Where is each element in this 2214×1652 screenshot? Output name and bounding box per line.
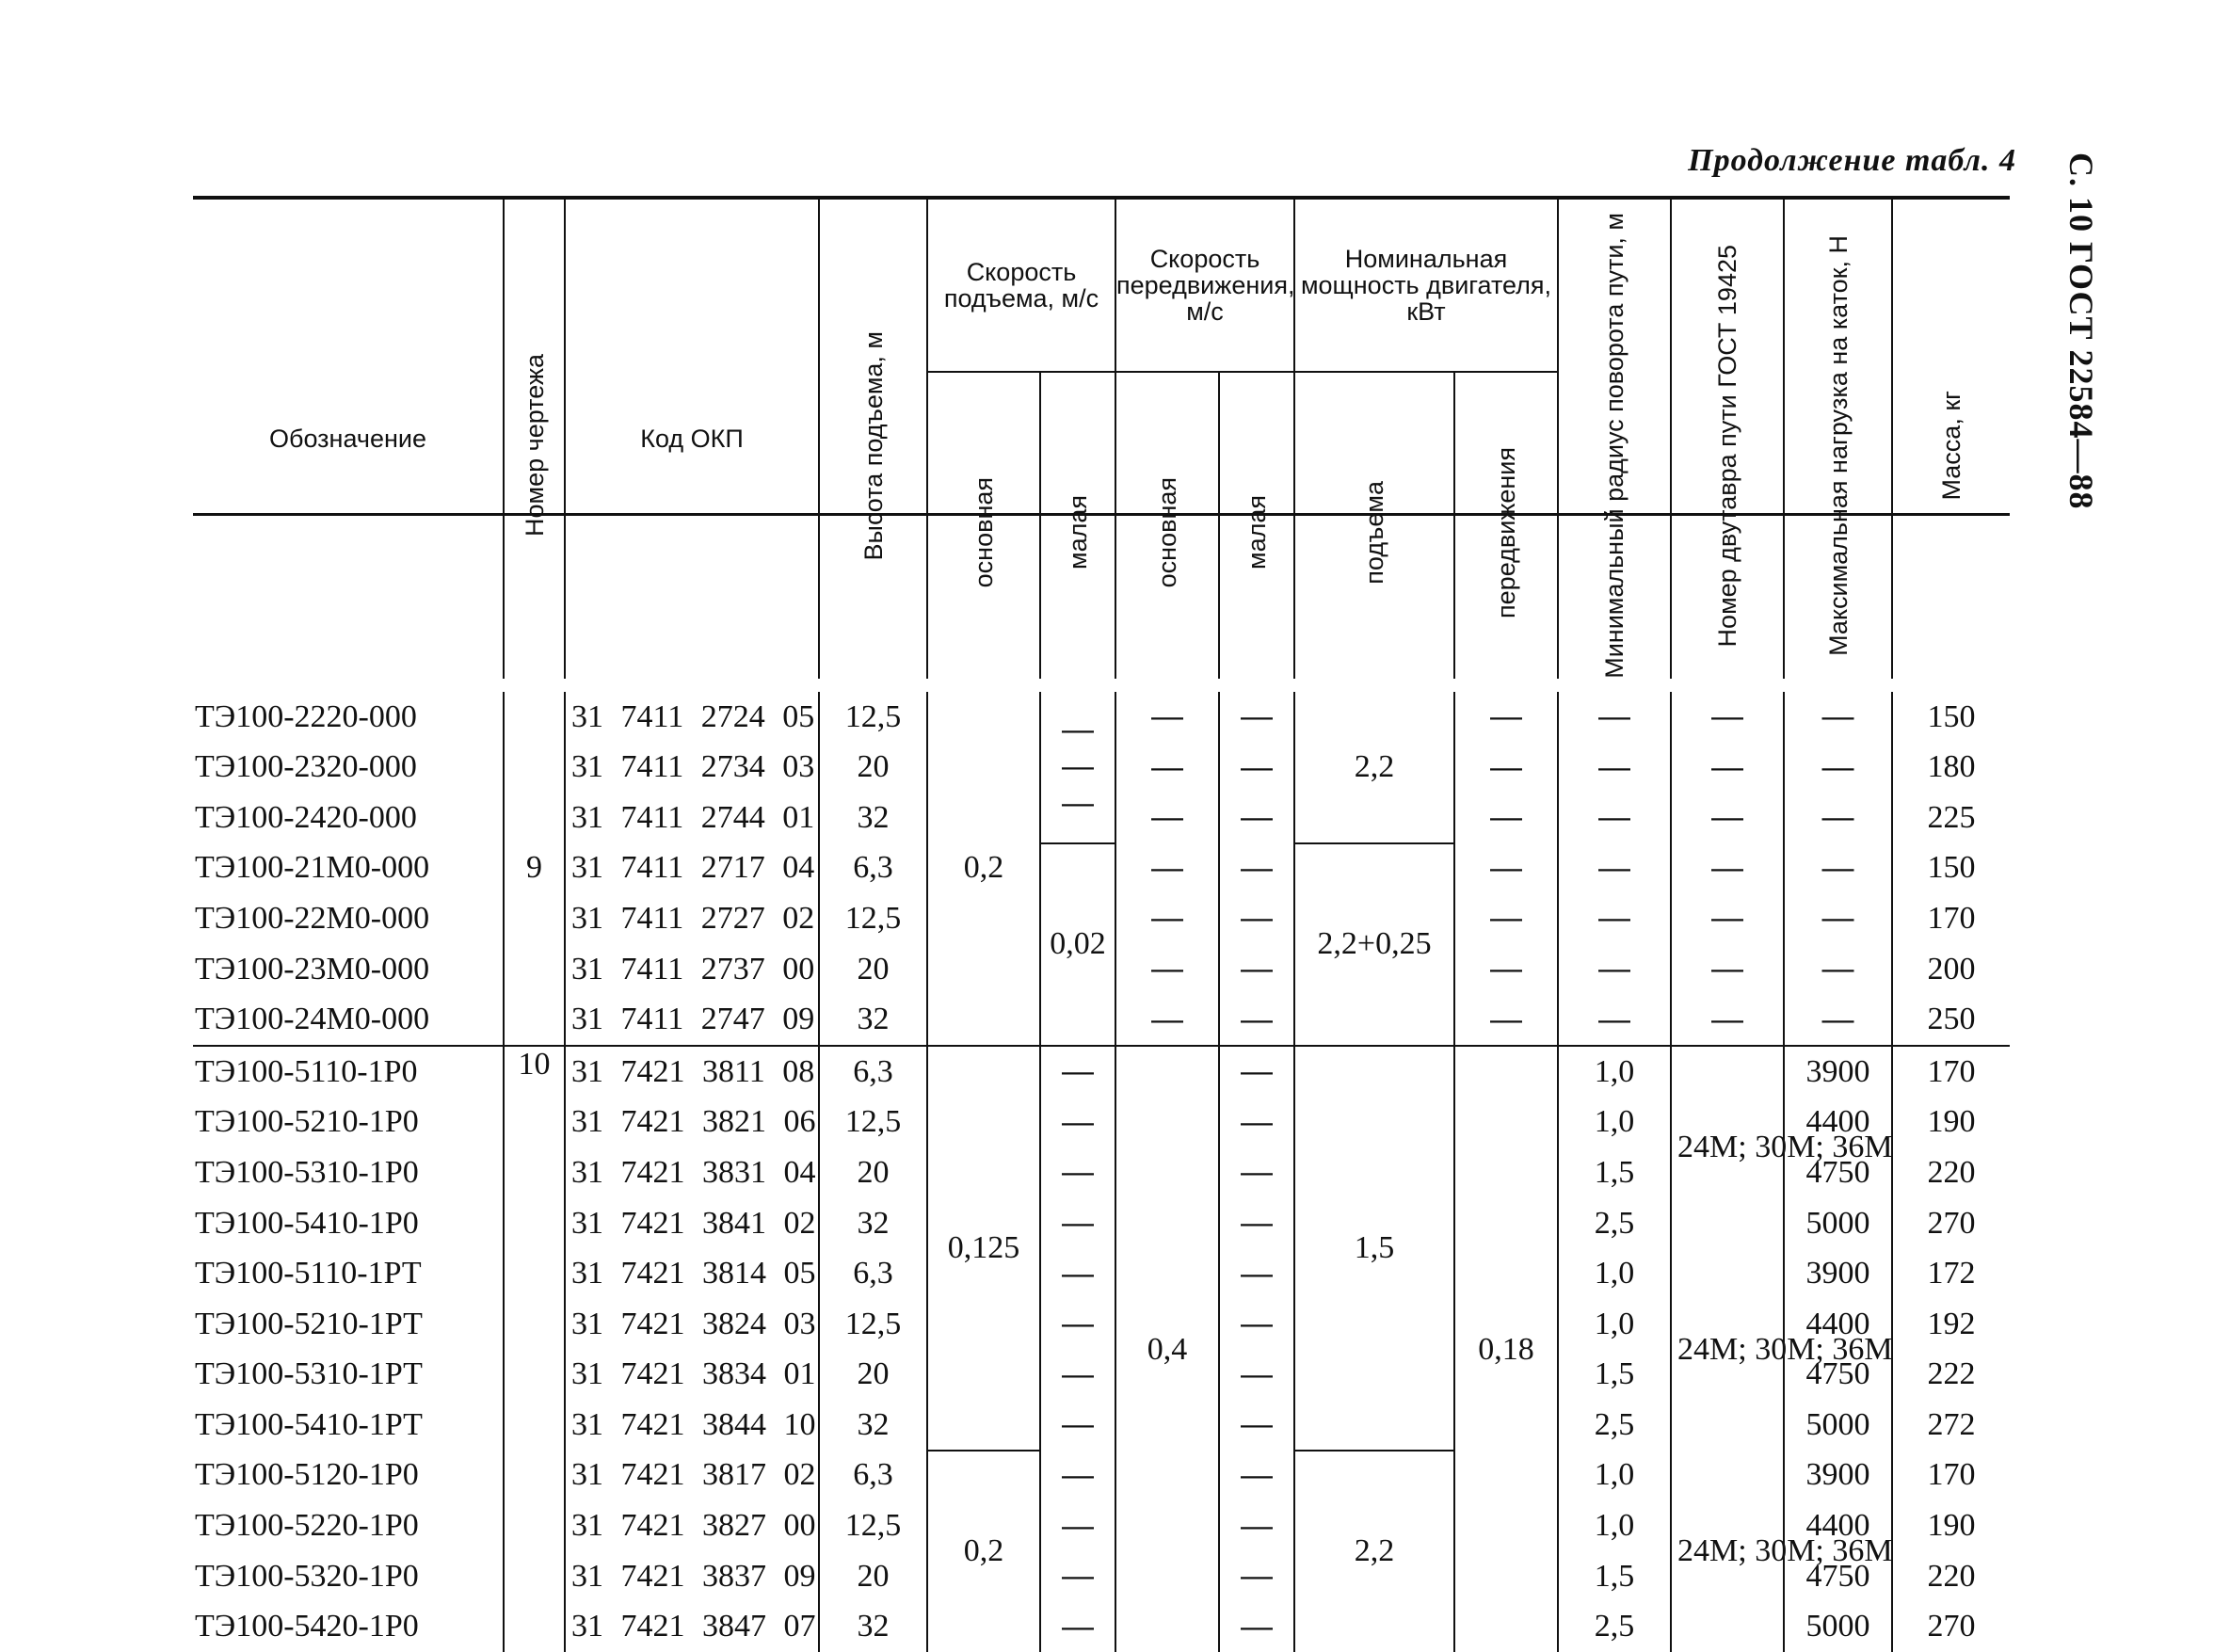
cell-designation: ТЭ100-5210-1РТ (195, 1306, 423, 1341)
cell-lift-height: 6,3 (819, 1451, 927, 1501)
cell-lift-speed-low: — (1040, 1248, 1115, 1299)
header-motor-power: Номинальная мощность двигателя, кВт (1294, 200, 1558, 372)
cell-ibeam: — (1671, 944, 1784, 995)
cell-power-travel: — (1454, 793, 1558, 843)
cell-max-load: 3900 (1784, 1248, 1892, 1299)
cell-max-load: — (1784, 994, 1892, 1046)
cell-power-lifting: 2,2+0,25 (1294, 843, 1454, 1046)
cell-power-travel: — (1454, 692, 1558, 743)
cell-designation: ТЭ100-5120-1Р0 (195, 1457, 419, 1493)
cell-lift-height: 12,5 (819, 1299, 927, 1350)
cell-lift-height: 32 (819, 1400, 927, 1451)
cell-lift-speed-low: — (1040, 1198, 1115, 1249)
cell-mass: 270 (1892, 1601, 2010, 1652)
cell-lift-speed-low: — (1040, 1400, 1115, 1451)
cell-designation: ТЭ100-5420-1Р0 (195, 1609, 419, 1644)
cell-lift-height: 6,3 (819, 843, 927, 894)
cell-mass: 190 (1892, 1500, 2010, 1551)
cell-okp-code: 31 7421 3847 07 (565, 1601, 819, 1652)
header-ibeam: Номер двутавра пути ГОСТ 19425 (1671, 200, 1784, 679)
side-page-header: С. 10 ГОСТ 22584—88 (2062, 152, 2100, 510)
cell-travel-speed-low: — (1219, 1299, 1294, 1350)
cell-designation: ТЭ100-2320-000 (195, 749, 417, 785)
cell-mass: 222 (1892, 1350, 2010, 1401)
cell-ibeam: — (1671, 843, 1784, 894)
cell-ibeam: 24М; 30М; 36М (1671, 1451, 1784, 1652)
cell-mass: 150 (1892, 843, 2010, 894)
cell-mass: 250 (1892, 994, 2010, 1046)
cell-okp-code: 31 7421 3844 10 (565, 1400, 819, 1451)
cell-okp-code: 31 7411 2724 05 (565, 692, 819, 743)
cell-okp-code: 31 7411 2747 09 (565, 994, 819, 1046)
cell-travel-speed-low: — (1219, 1601, 1294, 1652)
cell-min-radius: — (1558, 994, 1671, 1046)
cell-min-radius: 1,0 (1558, 1248, 1671, 1299)
cell-min-radius: 2,5 (1558, 1198, 1671, 1249)
cell-min-radius: 2,5 (1558, 1601, 1671, 1652)
table-header (193, 200, 2010, 692)
cell-travel-speed-low: — (1219, 893, 1294, 944)
cell-drawing-number: 9 (504, 692, 565, 1046)
header-lift-low: малая (1040, 372, 1115, 678)
cell-designation: ТЭ100-23М0-000 (195, 951, 430, 986)
cell-mass: 150 (1892, 692, 2010, 743)
cell-mass: 170 (1892, 1046, 2010, 1098)
cell-travel-speed-main: — (1115, 994, 1219, 1046)
cell-ibeam: — (1671, 742, 1784, 793)
cell-power-travel: — (1454, 742, 1558, 793)
cell-min-radius: 1,5 (1558, 1551, 1671, 1602)
header-min-radius: Минимальный радиус поворота пути, м (1558, 200, 1671, 679)
cell-power-travel: — (1454, 843, 1558, 894)
cell-ibeam: — (1671, 994, 1784, 1046)
cell-max-load: 4750 (1784, 1147, 1892, 1198)
cell-okp-code: 31 7411 2717 04 (565, 843, 819, 894)
cell-ibeam: — (1671, 793, 1784, 843)
table-row (193, 843, 2010, 894)
cell-max-load: 5000 (1784, 1198, 1892, 1249)
cell-lift-height: 6,3 (819, 1046, 927, 1098)
cell-max-load: — (1784, 843, 1892, 894)
cell-mass: 190 (1892, 1098, 2010, 1148)
cell-ibeam: — (1671, 692, 1784, 743)
cell-travel-speed-low: — (1219, 692, 1294, 743)
cell-mass: 272 (1892, 1400, 2010, 1451)
cell-okp-code: 31 7421 3834 01 (565, 1350, 819, 1401)
cell-min-radius: — (1558, 692, 1671, 743)
cell-travel-speed-low: — (1219, 742, 1294, 793)
cell-okp-code: 31 7421 3811 08 (565, 1046, 819, 1098)
cell-power-lifting: 2,2 (1294, 692, 1454, 843)
cell-travel-speed-main: — (1115, 793, 1219, 843)
table-row (193, 1451, 2010, 1501)
cell-min-radius: 1,0 (1558, 1299, 1671, 1350)
cell-lift-speed-main: 0,125 (927, 1046, 1040, 1451)
cell-min-radius: — (1558, 893, 1671, 944)
cell-designation: ТЭ100-2420-000 (195, 799, 417, 835)
cell-lift-speed-low: — (1040, 1147, 1115, 1198)
cell-max-load: 5000 (1784, 1400, 1892, 1451)
cell-mass: 170 (1892, 1451, 2010, 1501)
cell-lift-speed-low: — (1040, 1551, 1115, 1602)
header-travel-main: основная (1115, 372, 1219, 678)
cell-designation: ТЭ100-5310-1РТ (195, 1356, 423, 1392)
cell-lift-height: 12,5 (819, 692, 927, 743)
specifications-table (193, 200, 2010, 1652)
cell-lift-height: 20 (819, 1147, 927, 1198)
cell-min-radius: 1,0 (1558, 1451, 1671, 1501)
cell-travel-speed-low: — (1219, 793, 1294, 843)
cell-lift-height: 20 (819, 1350, 927, 1401)
cell-travel-speed-low: — (1219, 1551, 1294, 1602)
cell-lift-height: 32 (819, 994, 927, 1046)
cell-designation: ТЭ100-5220-1Р0 (195, 1508, 419, 1544)
cell-travel-speed-low: — (1219, 1046, 1294, 1098)
cell-travel-speed-low: — (1219, 994, 1294, 1046)
cell-lift-height: 20 (819, 1551, 927, 1602)
cell-max-load: — (1784, 793, 1892, 843)
cell-max-load: 4400 (1784, 1500, 1892, 1551)
header-mass: Масса, кг (1892, 200, 2010, 679)
cell-mass: 172 (1892, 1248, 2010, 1299)
cell-okp-code: 31 7411 2744 01 (565, 793, 819, 843)
cell-lift-height: 20 (819, 944, 927, 995)
cell-okp-code: 31 7421 3837 09 (565, 1551, 819, 1602)
cell-lift-height: 12,5 (819, 893, 927, 944)
cell-travel-speed-low: — (1219, 843, 1294, 894)
cell-max-load: 4400 (1784, 1098, 1892, 1148)
cell-min-radius: 1,0 (1558, 1500, 1671, 1551)
cell-max-load: 4750 (1784, 1551, 1892, 1602)
cell-power-lifting: 2,2 (1294, 1451, 1454, 1652)
cell-designation: ТЭ100-5110-1РТ (195, 1256, 422, 1291)
cell-lift-speed-low: — (1040, 1098, 1115, 1148)
table-row (193, 1248, 2010, 1299)
header-power-lifting: подъема (1294, 372, 1454, 678)
cell-mass: 270 (1892, 1198, 2010, 1249)
cell-min-radius: 1,5 (1558, 1147, 1671, 1198)
cell-travel-speed-main: 0,4 (1115, 1046, 1219, 1652)
cell-okp-code: 31 7421 3817 02 (565, 1451, 819, 1501)
cell-lift-speed-low: — (1040, 1046, 1115, 1098)
cell-okp-code: 31 7411 2737 00 (565, 944, 819, 995)
cell-lift-speed-low-dashes: — — — (1040, 692, 1115, 843)
cell-min-radius: — (1558, 742, 1671, 793)
cell-designation: ТЭ100-5310-1Р0 (195, 1154, 419, 1190)
cell-designation: ТЭ100-5410-1РТ (195, 1406, 423, 1442)
cell-min-radius: 1,0 (1558, 1046, 1671, 1098)
cell-designation: ТЭ100-24М0-000 (195, 1002, 430, 1037)
cell-travel-speed-low: — (1219, 1098, 1294, 1148)
header-travel-speed: Скорость передвижения, м/с (1115, 200, 1294, 372)
header-lift-main: основная (927, 372, 1040, 678)
cell-max-load: — (1784, 893, 1892, 944)
cell-designation: ТЭ100-5320-1Р0 (195, 1558, 419, 1594)
cell-designation: ТЭ100-22М0-000 (195, 900, 430, 936)
cell-travel-speed-main: — (1115, 843, 1219, 894)
header-drawing-number: Номер чертежа (504, 200, 565, 679)
cell-min-radius: — (1558, 944, 1671, 995)
cell-ibeam: 24М; 30М; 36М (1671, 1248, 1784, 1450)
cell-min-radius: 2,5 (1558, 1400, 1671, 1451)
cell-travel-speed-main: — (1115, 742, 1219, 793)
cell-okp-code: 31 7411 2734 03 (565, 742, 819, 793)
cell-power-travel: — (1454, 893, 1558, 944)
header-designation: Обозначение (269, 425, 426, 454)
cell-travel-speed-low: — (1219, 1198, 1294, 1249)
cell-lift-height: 20 (819, 742, 927, 793)
cell-lift-speed-low: — (1040, 1601, 1115, 1652)
cell-mass: 192 (1892, 1299, 2010, 1350)
header-travel-low: малая (1219, 372, 1294, 678)
cell-power-travel: — (1454, 944, 1558, 995)
cell-travel-speed-low: — (1219, 944, 1294, 995)
cell-lift-speed-low: — (1040, 1451, 1115, 1501)
cell-travel-speed-low: — (1219, 1147, 1294, 1198)
cell-max-load: — (1784, 742, 1892, 793)
cell-max-load: — (1784, 944, 1892, 995)
cell-designation: ТЭ100-5410-1Р0 (195, 1205, 419, 1241)
header-okp-code: Код ОКП (565, 200, 819, 679)
cell-lift-speed-low: — (1040, 1500, 1115, 1551)
header-lift-height: Высота подъема, м (819, 200, 927, 679)
cell-mass: 220 (1892, 1147, 2010, 1198)
cell-okp-code: 31 7421 3814 05 (565, 1248, 819, 1299)
cell-okp-code: 31 7421 3841 02 (565, 1198, 819, 1249)
cell-power-lifting: 1,5 (1294, 1046, 1454, 1451)
cell-travel-speed-low: — (1219, 1248, 1294, 1299)
cell-mass: 200 (1892, 944, 2010, 995)
cell-lift-speed-main: 0,2 (927, 1451, 1040, 1652)
cell-max-load: 4400 (1784, 1299, 1892, 1350)
cell-designation: ТЭ100-5210-1Р0 (195, 1104, 419, 1140)
cell-lift-height: 32 (819, 1198, 927, 1249)
cell-drawing-number: 10 (504, 1046, 565, 1652)
cell-travel-speed-main: — (1115, 893, 1219, 944)
cell-designation: ТЭ100-5110-1Р0 (193, 1046, 504, 1098)
cell-power-travel: 0,18 (1454, 1046, 1558, 1652)
cell-max-load: 4750 (1784, 1350, 1892, 1401)
cell-okp-code: 31 7421 3821 06 (565, 1098, 819, 1148)
cell-okp-code: 31 7421 3831 04 (565, 1147, 819, 1198)
cell-designation: ТЭ100-2220-000 (195, 698, 417, 734)
table-body (193, 692, 2010, 1652)
cell-ibeam: — (1671, 893, 1784, 944)
table-row (193, 692, 2010, 743)
cell-travel-speed-main: — (1115, 692, 1219, 743)
cell-travel-speed-low: — (1219, 1451, 1294, 1501)
cell-lift-speed-low: — (1040, 1350, 1115, 1401)
cell-min-radius: 1,0 (1558, 1098, 1671, 1148)
cell-okp-code: 31 7411 2727 02 (565, 893, 819, 944)
cell-max-load: 3900 (1784, 1046, 1892, 1098)
cell-lift-height: 6,3 (819, 1248, 927, 1299)
cell-min-radius: 1,5 (1558, 1350, 1671, 1401)
cell-min-radius: — (1558, 793, 1671, 843)
cell-okp-code: 31 7421 3827 00 (565, 1500, 819, 1551)
header-max-load: Максимальная нагрузка на каток, Н (1784, 200, 1892, 679)
cell-mass: 220 (1892, 1551, 2010, 1602)
table-row (193, 1046, 2010, 1098)
cell-lift-height: 32 (819, 1601, 927, 1652)
cell-mass: 180 (1892, 742, 2010, 793)
cell-max-load: — (1784, 692, 1892, 743)
cell-lift-speed-low: 0,02 (1040, 843, 1115, 1046)
cell-travel-speed-low: — (1219, 1400, 1294, 1451)
cell-ibeam: 24М; 30М; 36М (1671, 1046, 1784, 1248)
header-lift-speed: Скорость подъема, м/с (927, 200, 1115, 372)
cell-travel-speed-low: — (1219, 1500, 1294, 1551)
cell-lift-height: 12,5 (819, 1500, 927, 1551)
continuation-title: Продолжение табл. 4 (1688, 143, 2016, 178)
cell-travel-speed-low: — (1219, 1350, 1294, 1401)
header-power-travel: передвижения (1454, 372, 1558, 678)
cell-max-load: 3900 (1784, 1451, 1892, 1501)
cell-okp-code: 31 7421 3824 03 (565, 1299, 819, 1350)
cell-travel-speed-main: — (1115, 944, 1219, 995)
cell-mass: 225 (1892, 793, 2010, 843)
cell-lift-height: 32 (819, 793, 927, 843)
cell-mass: 170 (1892, 893, 2010, 944)
cell-min-radius: — (1558, 843, 1671, 894)
cell-max-load: 5000 (1784, 1601, 1892, 1652)
cell-lift-height: 12,5 (819, 1098, 927, 1148)
cell-lift-speed-main: 0,2 (927, 692, 1040, 1046)
cell-designation: ТЭ100-21М0-000 (195, 850, 430, 886)
cell-power-travel: — (1454, 994, 1558, 1046)
cell-lift-speed-low: — (1040, 1299, 1115, 1350)
